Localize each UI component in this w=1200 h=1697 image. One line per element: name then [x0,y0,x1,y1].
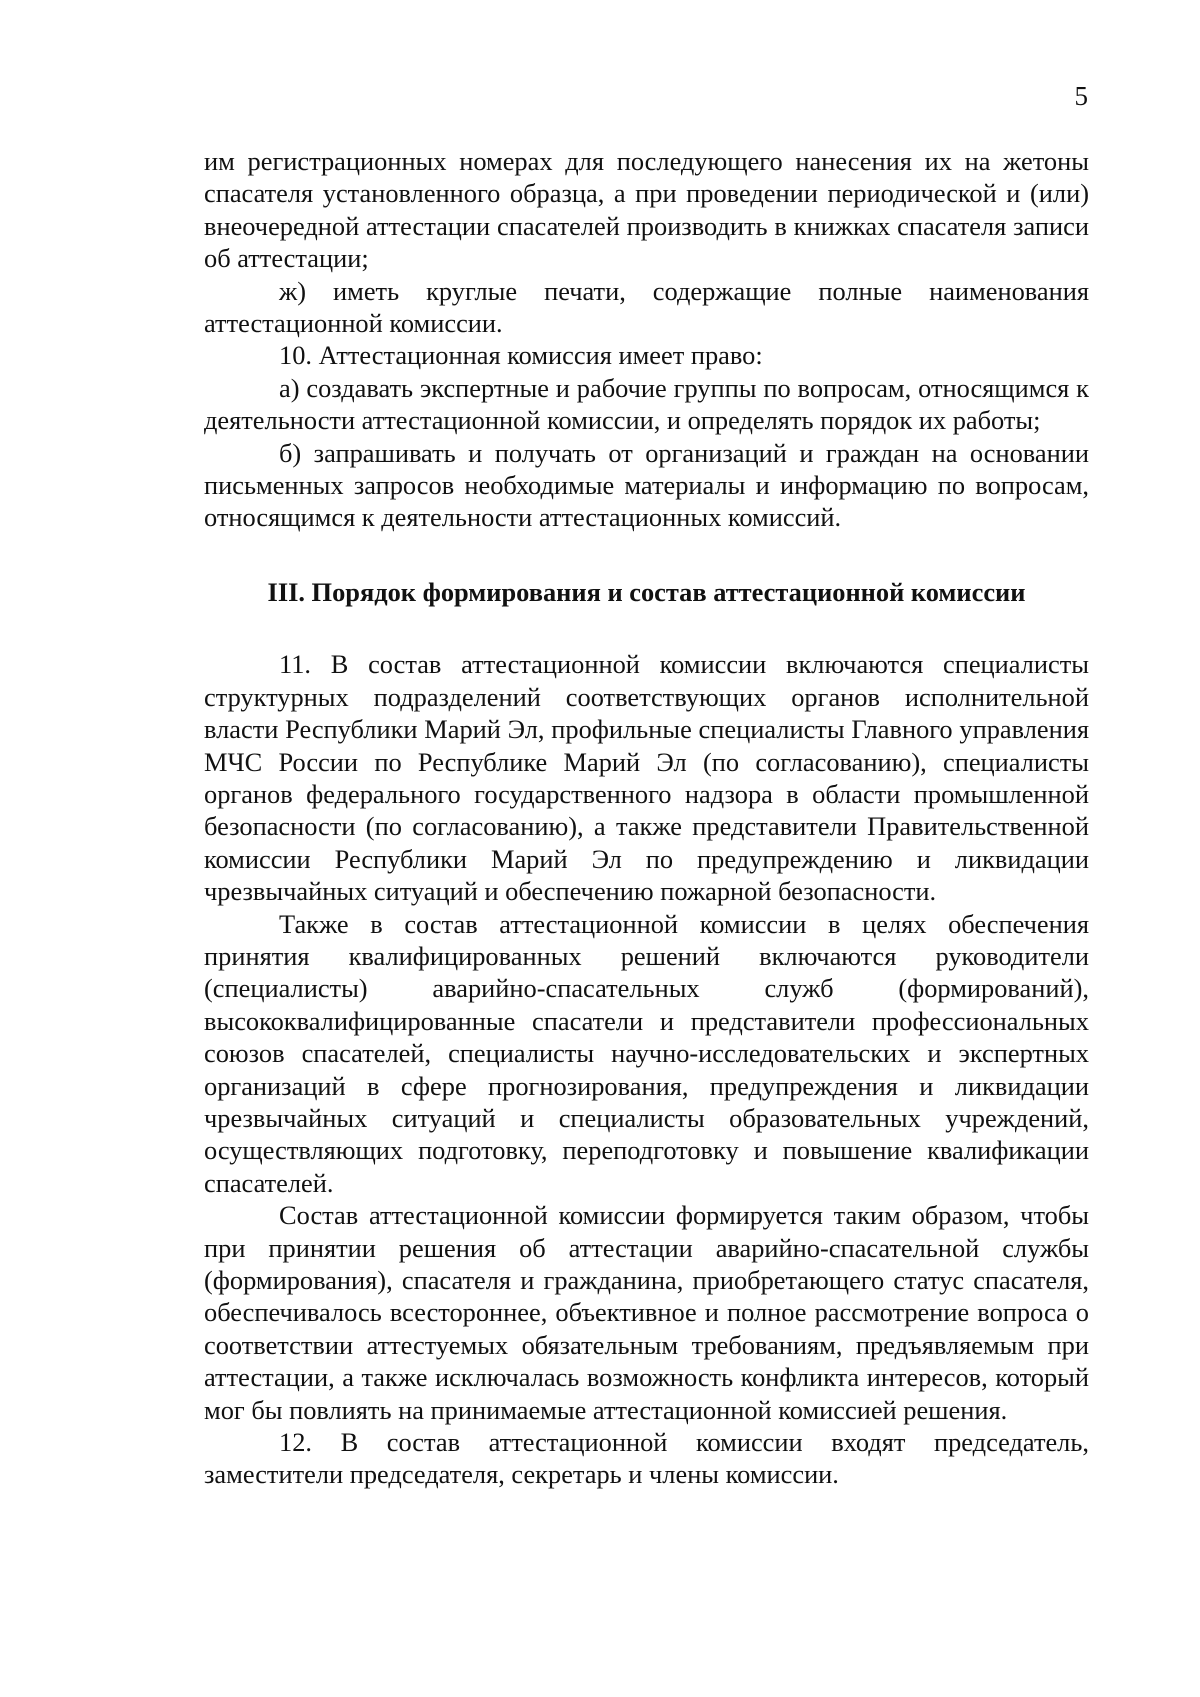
section-heading: III. Порядок формирования и состав аттестационной комиссии [267,576,1026,607]
paragraph-item-b: б) запрашивать и получать от организаций и граждан на основании письменных запросов необходимые материалы и информацию по вопросам, относящимся к деятельности аттестационных комиссий. [204,437,1089,533]
document-body [204,145,1089,1491]
paragraph-10: 10. Аттестационная комиссия имеет право: [279,340,763,371]
paragraph-11-also: Также в состав аттестационной комиссии в целях обеспечения принятия квалифицированных решений включаются руководители (специалисты) аварийно-спасательных служб (формирований), высококвалифицированные спасатели и представители профессиональных союзов спасателей, специалисты научно-исследовательских и экспертных организаций в сфере прогнозирования, предупреждения и ликвидации чрезвычайных ситуаций и специалисты образовательных учреждений, осуществляющих подготовку, переподготовку и повышение квалификации спасателей. [204,908,1089,1198]
paragraph-11-composition: Состав аттестационной комиссии формируется таким образом, чтобы при принятии решения об аттестации аварийно-спасательной службы (формирования), спасателя и гражданина, приобретающего статус спасателя, обеспечивалось всестороннее, объективное и полное рассмотрение вопроса о соответствии аттестуемых обязательным требованиям, предъявляемым при аттестации, а также исключалась возможность конфликта интересов, который мог бы повлиять на принимаемые аттестационной комиссией решения. [204,1200,1089,1425]
paragraph-continuation: им регистрационных номерах для последующего нанесения их на жетоны спасателя установленного образца, а при проведении периодической и (или) внеочередной аттестации спасателей производить в книжках спасателя записи об аттестации; [204,146,1089,274]
paragraph-item-a: а) создавать экспертные и рабочие группы по вопросам, относящимся к деятельности аттестационной комиссии, и определять порядок их работы; [204,372,1089,436]
paragraph-item-zh: ж) иметь круглые печати, содержащие полные наименования аттестационной комиссии. [204,275,1089,339]
paragraph-11: 11. В состав аттестационной комиссии включаются специалисты структурных подразделений соответствующих органов исполнительной власти Республики Марий Эл, профильные специалисты Главного управления МЧС России по Республике Марий Эл (по согласованию), специалисты органов федерального государственного надзора в области промышленной безопасности (по согласованию), а также представители Правительственной комиссии Республики Марий Эл по предупреждению и ликвидации чрезвычайных ситуаций и обеспечению пожарной безопасности. [204,649,1089,907]
paragraph-12: 12. В состав аттестационной комиссии входят председатель, заместители председателя, секретарь и члены комиссии. [204,1427,1089,1490]
page-number: 5 [1074,81,1088,111]
